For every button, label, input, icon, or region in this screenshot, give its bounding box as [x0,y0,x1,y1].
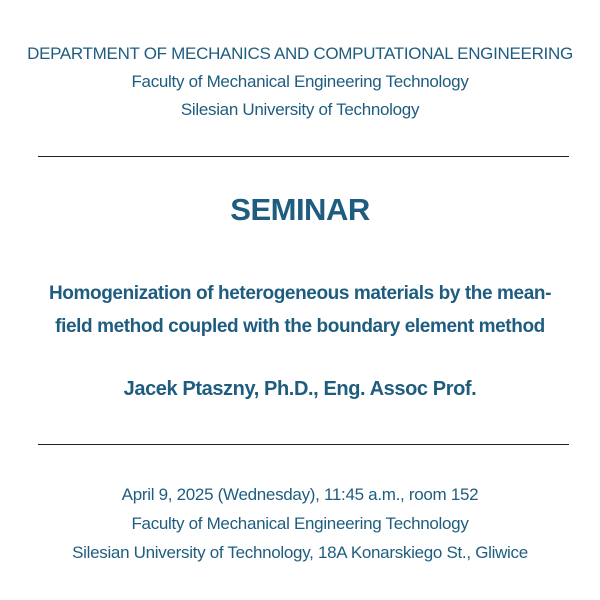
speaker-name: Jacek Ptaszny, Ph.D., Eng. Assoc Prof. [123,378,477,400]
venue-address: Silesian University of Technology, 18A Konarskiego St., Gliwice [72,543,528,562]
details-block [0,480,600,567]
university-name: Silesian University of Technology [180,100,420,119]
seminar-heading: SEMINAR [230,192,370,227]
talk-title-line-1: Homogenization of heterogeneous materials by the mean- [48,283,552,304]
faculty-name: Faculty of Mechanical Engineering Technology [131,72,469,91]
department-name: DEPARTMENT OF MECHANICS AND COMPUTATIONAL ENGINEERING [27,44,573,63]
bottom-divider [38,444,569,445]
talk-title-line-2: field method coupled with the boundary element method [55,316,545,337]
talk-title [40,277,560,343]
top-divider [38,156,569,157]
venue-faculty: Faculty of Mechanical Engineering Technology [131,514,469,533]
header-block [0,40,600,124]
date-time-room: April 9, 2025 (Wednesday), 11:45 a.m., room 152 [121,485,479,504]
